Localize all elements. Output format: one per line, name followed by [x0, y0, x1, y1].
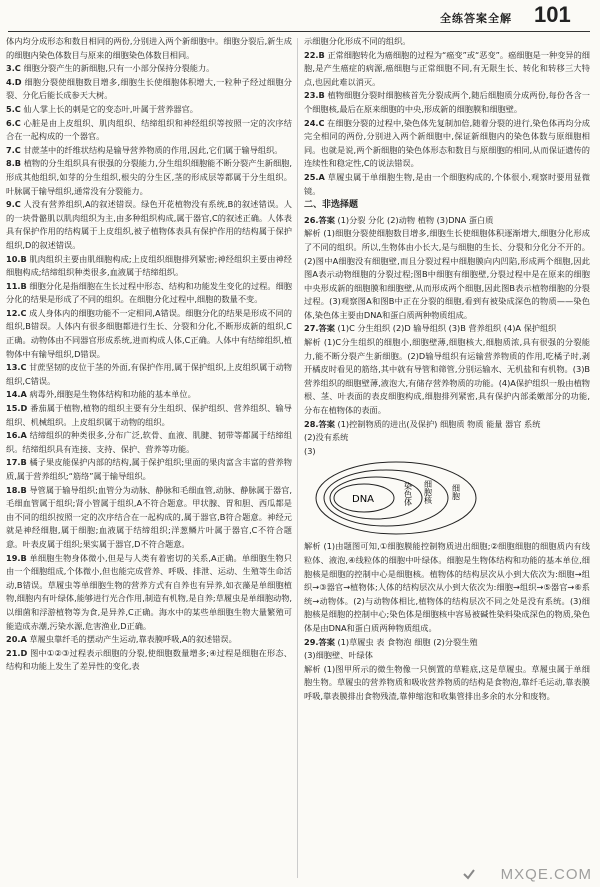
left-answer-item	[6, 633, 292, 647]
answer-explanation: 橘子果皮能保护内部的结构,属于保护组织;里面的果肉富含丰富的营养物质,属于营养组织;“筋络”属于输导组织。	[6, 457, 292, 481]
answer-number: 14.A	[6, 389, 27, 400]
right-answer-item	[304, 89, 590, 116]
q29-answer-2: (3)细胞壁、叶绿体	[304, 650, 373, 661]
answer-number: 7.C	[6, 144, 21, 155]
answer-number: 17.B	[6, 457, 27, 468]
watermark-text: MXQE.COM	[500, 866, 592, 883]
column-divider	[297, 38, 298, 878]
answer-explanation: 仙人掌上长的刺是它的变态叶,叶属于营养器官。	[23, 103, 198, 114]
q28-analysis: 解析 (1)由题图可知,①细胞膜能控制物质进出细胞;②细胞细胞的细胞质内有线粒体、液泡,④线粒体的细胞中叶绿体。细胞是生物体结构和功能的基本单位,细胞核是细胞的控制中心是细胞核。植物体的结构层次从小到大依次为:细胞→组织→③器官→植物体;人体的结构层次从小到大依次为:细胞→组织→⑤器官→⑥系统→动物体。(2)与动物体相比,植物体的结构层次不同之处是没有系统。(3)细胞核是细胞的控制中心;染色体是细胞核中容易被碱性染料染成深色的物质,染色体是由DNA和蛋白质两种物质组成。	[304, 541, 590, 633]
left-answer-item	[6, 103, 292, 117]
series-title: 全练答案全解	[440, 12, 512, 25]
answer-explanation: 病毒外,细胞是生物体结构和功能的基本单位。	[29, 389, 196, 400]
answer-explanation: 正常细胞转化为癌细胞的过程为“癌变”或“恶变”。癌细胞是一种变异的细胞,是产生癌症的病源,癌细胞与正常细胞不同,有无限生长、转化和转移三大特点,也因此难以消灭。	[304, 49, 590, 87]
answer-explanation: 细胞分化是指细胞在生长过程中形态、结构和功能发生变化的过程。细胞分化的结果是形成了不同的组织。在细胞分化过程中,细胞的数量不变。	[6, 280, 292, 305]
answer-number: 23.B	[304, 90, 325, 101]
q28-answer: (1)控制物质的进出(及保护) 细胞质 物质 能量 器官 系统	[337, 418, 541, 429]
q29-label: 29.答案	[304, 636, 335, 647]
answer-explanation: 甘蔗坚韧的皮位于茎的外面,有保护作用,属于保护组织,上皮组织属于动物组织,C错误。	[6, 362, 292, 386]
answer-number: 24.C	[304, 117, 325, 128]
left-answer-item	[6, 388, 292, 402]
q29-analysis: 解析 (1)图甲所示的微生物像一只倒置的草鞋底,这是草履虫。草履虫属于单细胞生物。草履虫的营养物质和吸收营养物质的结构是食物泡,靠纤毛运动,靠表膜呼吸,靠表膜排出食物残渣,靠伸缩泡和收集管排出多余的水分和废物。	[304, 663, 590, 701]
left-answer-item	[6, 429, 292, 456]
q27-block	[304, 322, 590, 336]
q26-block	[304, 214, 590, 228]
answer-explanation: 单细胞生物身体微小,但是与人类有着密切的关系,A正确。单细胞生物只由一个细胞组成,个体微小,但也能完成营养、呼吸、排泄、运动、生殖等生命活动,B错误。草履虫等单细胞生物的营养方式有自养也有异养,如衣藻是单细胞植物,细胞内有叶绿体,能够进行光合作用,制造有机物,是自养;草履虫是单细胞动物,以细菌和浮游植物等为食,是异养,C正确。海水中的某些单细胞生物大量繁殖可能造成赤潮,污染水源,危害渔业,D正确。	[6, 552, 292, 631]
q26-answer: (1)分裂 分化 (2)动物 植物 (3)DNA 蛋白质	[337, 214, 494, 225]
answer-explanation: 成人身体内的细胞功能不一定相同,A错误。细胞分化的结果是形成不同的组织,B错误。人体内有很多细胞都进行生长、分裂和分化,不断形成新的组织,C正确。动物体由不同器官形成系统,进而构成人体,C正确。人体中有结缔组织,植物体中有输导组织,D错误。	[6, 307, 292, 359]
q27-label: 27.答案	[304, 323, 335, 334]
answer-number: 4.D	[6, 76, 22, 87]
left-answer-item	[6, 552, 292, 634]
nucleus-label: 细胞核	[423, 480, 433, 505]
answer-explanation: 导管属于输导组织;血管分为动脉、静脉和毛细血管,动脉、静脉属于器官,毛细血管属于组织;肾小管属于组织,A不符合题意。甲状腺、胃和胆、西瓜都是由不同的组织按照一定的次序结合在一起构成的,属于器官,B符合题意。神经元就是神经细胞,属于细胞;血液属于结缔组织;洋葱鳞片叶属于器官,C不符合题意。叶表皮属于组织;果实属于器官,D不符合题意。	[6, 484, 293, 549]
left-answer-item	[6, 361, 292, 388]
answer-number: 9.C	[6, 199, 21, 210]
nested-ellipses-svg	[304, 458, 590, 540]
left-answer-item	[6, 307, 292, 361]
watermark-check-icon	[462, 867, 476, 881]
right-answer-item	[304, 117, 590, 171]
q28-block	[304, 418, 590, 432]
left-answer-item	[6, 253, 292, 280]
page-number: 101	[534, 2, 571, 27]
header-rule	[8, 31, 590, 32]
answer-explanation: 番茄属于植物,植物的组织主要有分生组织、保护组织、营养组织、输导组织、机械组织。上皮组织属于动物的组织。	[6, 403, 292, 427]
q27-answer: (1)C 分生组织 (2)D 输导组织 (3)B 营养组织 (4)A 保护组织	[337, 323, 557, 334]
answer-explanation: 图中①②③过程表示细胞的分裂,使细胞数量增多;④过程是细胞在形态、结构和功能上发生了差异性的变化,表	[6, 647, 292, 672]
right-lead-text: 示细胞分化形成不同的组织。	[304, 36, 411, 46]
left-answer-item	[6, 117, 292, 144]
answer-explanation: 人没有营养组织,A的叙述错误。绿色开花植物没有系统,B的叙述错误。人的一块骨骼肌以肌肉组织为主,由多种组织构成,属于器官,C的叙述正确。人体表具有保护作用的结构属于上皮组织,被子植物体表具有保护作用的结构属于保护组织,D的叙述错误。	[6, 199, 292, 250]
answer-number: 20.A	[6, 634, 27, 645]
answer-number: 3.C	[6, 63, 21, 74]
q28-answer-2: (2)没有系统	[304, 432, 349, 443]
answer-explanation: 植物细胞分裂时细胞核首先分裂成两个,随后细胞质分成两份,每份各含一个细胞核,最后在原来细胞的中央,形成新的细胞膜和细胞壁。	[304, 90, 590, 114]
right-answer-list	[304, 49, 590, 199]
answer-explanation: 草履虫属于单细胞生物,是由一个细胞构成的,个体很小,观察时要用显微镜。	[304, 171, 591, 196]
answer-explanation: 肌肉组织主要由肌细胞构成;上皮组织细胞排列紧密;神经组织主要由神经细胞构成;结缔组织种类很多,血液属于结缔组织。	[6, 253, 292, 278]
left-answer-item	[6, 456, 292, 483]
answer-number: 21.D	[6, 647, 28, 658]
answer-number: 8.B	[6, 158, 22, 169]
q27-analysis: 解析 (1)C分生组织的细胞小,细胞壁薄,细胞核大,细胞质浓,具有很强的分裂能力,能不断分裂产生新细胞。(2)D输导组织有运输营养物质的作用,吃橘子时,剥开橘皮时看见的筋络,其中就有导管和筛管,分别运输水、无机盐和有机物。(3)B营养组织的细胞壁薄,液泡大,有储存营养物质的功能。(4)A保护组织一般由植物根、茎、叶表面的表皮细胞构成,细胞排列紧密,具有保护内部柔嫩部分的功能,分布在植物体的表面。	[304, 337, 590, 416]
answer-number: 13.C	[6, 362, 27, 373]
left-answer-item	[6, 647, 292, 674]
answer-explanation: 细胞分裂使细胞数目增多,细胞生长使细胞体积增大,一粒种子经过细胞分裂、分化后能长成参天大树。	[6, 76, 292, 101]
answer-number: 10.B	[6, 253, 27, 264]
answer-explanation: 在细胞分裂的过程中,染色体先复制加倍,随着分裂的进行,染色体再均分成完全相同的两份,分别进入两个新细胞中,保证新细胞内的染色体数与原细胞相同。也就是说,两个新细胞的染色体形态和数目与原细胞的相同,从而保证遗传的连续性和稳定性,C的说法错误。	[304, 117, 590, 169]
left-lead-text: 体内均分成形态和数目相同的两份,分别进入两个新细胞中。细胞分裂后,新生成的细胞内染色体数目与原来的细胞染色体数目相同。	[6, 36, 292, 60]
answer-number: 12.C	[6, 307, 27, 318]
left-answer-item	[6, 62, 292, 76]
chromosome-label: 染色体	[403, 482, 413, 507]
answer-number: 11.B	[6, 280, 27, 291]
q26-analysis: 解析 (1)细胞分裂使细胞数目增多,细胞生长使细胞体积逐渐增大,细胞分化形成了不同的组织。所以,生物体由小长大,是与细胞的生长、分裂和分化分不开的。(2)图中A细胞没有细胞壁,而且分裂过程中细胞膜向内凹陷,形成两个细胞,因此图A表示动物细胞的分裂过程;图B中细胞有细胞壁,分裂过程中是在原来的细胞中央形成新的细胞膜和细胞壁,从而形成两个细胞,因此图B表示植物细胞的分裂过程。(3)观察图A和图B中正在分裂的细胞,看到有被染成深色的物质——染色体,染色体主要由DNA和蛋白质两种物质组成。	[304, 228, 590, 320]
q29-answer: (1)草履虫 表 食物泡 细胞 (2)分裂生殖	[337, 636, 478, 647]
page-header	[0, 0, 600, 32]
dna-label: DNA	[352, 494, 375, 506]
answer-number: 16.A	[6, 430, 27, 441]
left-answer-item	[6, 144, 292, 158]
answer-explanation: 甘蔗茎中的纤维状结构是输导营养物质的作用,因此,它们属于输导组织。	[23, 144, 283, 155]
section-title: 二、非选择题	[304, 200, 359, 211]
right-column	[304, 35, 590, 704]
right-answer-item	[304, 171, 590, 198]
q28-label: 28.答案	[304, 418, 335, 429]
answer-explanation: 心脏是由上皮组织、肌肉组织、结缔组织和神经组织等按照一定的次序结合在一起构成的一个器官。	[6, 117, 292, 142]
answer-number: 15.D	[6, 403, 28, 414]
answer-explanation: 结缔组织的种类很多,分布广泛,软骨、血液、肌腱、韧带等都属于结缔组织。结缔组织具有连接、支持、保护、营养等功能。	[6, 430, 292, 454]
left-answer-item	[6, 76, 292, 103]
left-answer-item	[6, 402, 292, 429]
left-answer-item	[6, 484, 292, 552]
left-column	[6, 35, 292, 674]
answer-number: 18.B	[6, 484, 27, 495]
answer-number: 6.C	[6, 117, 21, 128]
q28-answer-3: (3)	[304, 445, 316, 456]
left-answer-item	[6, 280, 292, 307]
left-answer-list	[6, 62, 292, 674]
answer-number: 5.C	[6, 103, 21, 114]
q26-label: 26.答案	[304, 214, 335, 225]
cell-label: 细胞	[451, 484, 461, 501]
answer-number: 19.B	[6, 552, 27, 563]
answer-number: 22.B	[304, 49, 325, 60]
left-answer-item	[6, 198, 292, 252]
answer-number: 25.A	[304, 171, 325, 182]
answer-explanation: 细胞分裂产生的新细胞,只有一小部分保持分裂能力。	[23, 63, 215, 74]
nested-structure-diagram	[304, 458, 590, 540]
answer-explanation: 植物的分生组织具有很强的分裂能力,分生组织细胞能不断分裂产生新细胞,形成其他组织,如芽的分生组织,根尖的分生区,茎的形成层等都属于分生组织。叶脉属于输导组织,通常没有分裂能力。	[6, 158, 292, 196]
q29-block	[304, 636, 590, 650]
right-answer-item	[304, 49, 590, 90]
answer-explanation: 草履虫靠纤毛的摆动产生运动,靠表膜呼吸,A的叙述错误。	[29, 634, 237, 645]
left-answer-item	[6, 157, 292, 198]
